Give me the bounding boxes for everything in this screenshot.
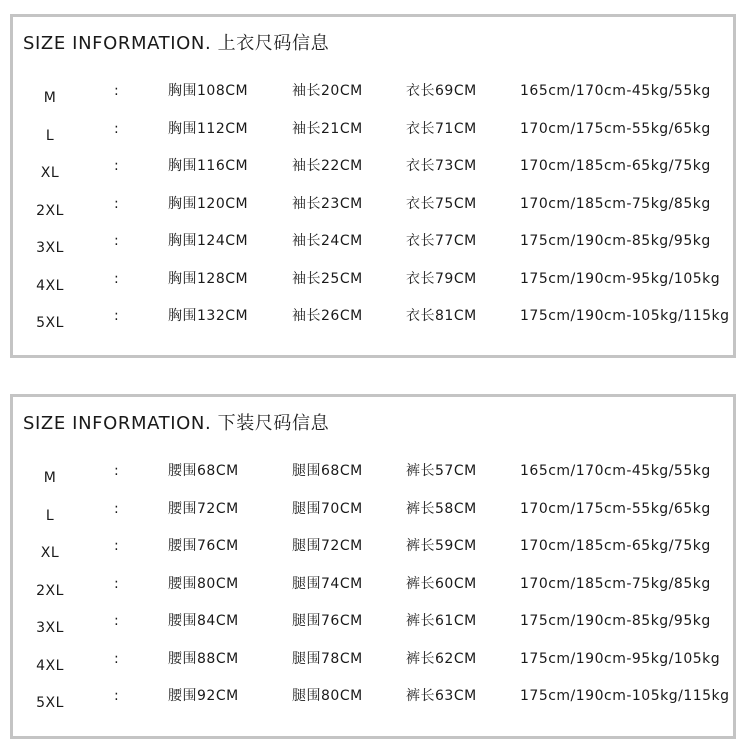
length-value: 衣长77CM bbox=[406, 233, 477, 249]
leg-value: 腿围74CM bbox=[292, 575, 363, 592]
waist-value: 腰围88CM bbox=[168, 650, 239, 667]
fit-range: 170cm/175cm-55kg/65kg bbox=[520, 500, 711, 517]
sleeve-value: 袖长24CM bbox=[292, 233, 363, 249]
chest-value: 胸围120CM bbox=[168, 195, 249, 212]
table-row: 2XL : 腰围80CM 腿围74CM 裤长60CM 170cm/185cm-75kg/85kg bbox=[36, 575, 711, 599]
fit-range: 170cm/185cm-75kg/85kg bbox=[520, 195, 711, 212]
chest-value: 胸围128CM bbox=[168, 270, 249, 287]
table-row: M : 腰围68CM 腿围68CM 裤长57CM 165cm/170cm-45kg/55kg bbox=[43, 463, 711, 486]
separator: : bbox=[114, 195, 120, 212]
top-size-panel bbox=[10, 14, 736, 358]
leg-value: 腿围78CM bbox=[292, 650, 363, 667]
leg-value: 腿围68CM bbox=[292, 463, 363, 479]
chest-value: 胸围112CM bbox=[168, 120, 249, 137]
table-row: M : 胸围108CM 袖长20CM 衣长69CM 165cm/170cm-45kg/55kg bbox=[43, 83, 711, 106]
table-row: L : 腰围72CM 腿围70CM 裤长58CM 170cm/175cm-55kg/65kg bbox=[45, 500, 711, 524]
fit-range: 170cm/185cm-65kg/75kg bbox=[520, 158, 711, 174]
separator: : bbox=[114, 650, 120, 667]
separator: : bbox=[114, 500, 120, 517]
pants-length-value: 裤长62CM bbox=[406, 650, 477, 667]
leg-value: 腿围70CM bbox=[292, 500, 363, 517]
separator: : bbox=[114, 575, 120, 592]
table-row: 3XL : 胸围124CM 袖长24CM 衣长77CM 175cm/190cm-85kg/95kg bbox=[36, 233, 711, 256]
size-table bbox=[13, 463, 733, 734]
fit-range: 175cm/190cm-85kg/95kg bbox=[520, 613, 711, 629]
chest-value: 胸围132CM bbox=[168, 308, 249, 324]
separator: : bbox=[114, 613, 120, 629]
length-value: 衣长73CM bbox=[406, 158, 477, 174]
sleeve-value: 袖长23CM bbox=[292, 195, 363, 212]
table-row: XL : 胸围116CM 袖长22CM 衣长73CM 170cm/185cm-65kg/75kg bbox=[40, 158, 711, 181]
fit-range: 175cm/190cm-85kg/95kg bbox=[520, 233, 711, 249]
separator: : bbox=[114, 270, 120, 287]
pants-length-value: 裤长58CM bbox=[406, 500, 477, 517]
leg-value: 腿围72CM bbox=[292, 538, 363, 554]
separator: : bbox=[114, 120, 120, 137]
table-row: 4XL : 腰围88CM 腿围78CM 裤长62CM 175cm/190cm-95kg/105kg bbox=[36, 650, 721, 674]
sleeve-value: 袖长20CM bbox=[292, 83, 363, 99]
fit-range: 175cm/190cm-95kg/105kg bbox=[520, 650, 721, 667]
pants-length-value: 裤长63CM bbox=[406, 688, 477, 704]
separator: : bbox=[114, 158, 120, 174]
length-value: 衣长71CM bbox=[406, 120, 477, 137]
fit-range: 175cm/190cm-105kg/115kg bbox=[520, 688, 730, 704]
table-row: 3XL : 腰围84CM 腿围76CM 裤长61CM 175cm/190cm-85kg/95kg bbox=[36, 613, 711, 636]
bottom-size-panel bbox=[10, 394, 736, 739]
pants-length-value: 裤长57CM bbox=[406, 463, 477, 479]
table-row: 5XL : 腰围92CM 腿围80CM 裤长63CM 175cm/190cm-105kg/115kg bbox=[36, 688, 730, 711]
waist-value: 腰围68CM bbox=[168, 463, 239, 479]
sleeve-value: 袖长25CM bbox=[292, 270, 363, 287]
panel-title: SIZE INFORMATION. 上衣尺码信息 bbox=[23, 33, 330, 54]
length-value: 衣长75CM bbox=[406, 195, 477, 212]
waist-value: 腰围84CM bbox=[168, 613, 239, 629]
pants-length-value: 裤长60CM bbox=[406, 575, 477, 592]
sleeve-value: 袖长21CM bbox=[292, 120, 363, 137]
pants-length-value: 裤长61CM bbox=[406, 613, 477, 629]
waist-value: 腰围80CM bbox=[168, 575, 239, 592]
table-row: L : 胸围112CM 袖长21CM 衣长71CM 170cm/175cm-55kg/65kg bbox=[45, 120, 711, 144]
pants-length-value: 裤长59CM bbox=[406, 538, 477, 554]
panel-title: SIZE INFORMATION. 下装尺码信息 bbox=[23, 413, 330, 434]
waist-value: 腰围76CM bbox=[168, 538, 239, 554]
sleeve-value: 袖长26CM bbox=[292, 308, 363, 324]
length-value: 衣长81CM bbox=[406, 308, 477, 324]
length-value: 衣长79CM bbox=[406, 270, 477, 287]
leg-value: 腿围80CM bbox=[292, 688, 363, 704]
separator: : bbox=[114, 538, 120, 554]
waist-value: 腰围92CM bbox=[168, 688, 239, 704]
table-row: XL : 腰围76CM 腿围72CM 裤长59CM 170cm/185cm-65kg/75kg bbox=[40, 538, 711, 561]
sleeve-value: 袖长22CM bbox=[292, 158, 363, 174]
leg-value: 腿围76CM bbox=[292, 613, 363, 629]
separator: : bbox=[114, 308, 120, 324]
chest-value: 胸围108CM bbox=[168, 83, 249, 99]
fit-range: 170cm/175cm-55kg/65kg bbox=[520, 120, 711, 137]
table-row: 4XL : 胸围128CM 袖长25CM 衣长79CM 175cm/190cm-95kg/105kg bbox=[36, 270, 721, 294]
size-table bbox=[13, 83, 733, 354]
waist-value: 腰围72CM bbox=[168, 500, 239, 517]
chest-value: 胸围116CM bbox=[168, 158, 249, 174]
fit-range: 175cm/190cm-105kg/115kg bbox=[520, 308, 730, 324]
separator: : bbox=[114, 463, 120, 479]
table-row: 2XL : 胸围120CM 袖长23CM 衣长75CM 170cm/185cm-75kg/85kg bbox=[36, 195, 711, 219]
chest-value: 胸围124CM bbox=[168, 233, 249, 249]
separator: : bbox=[114, 233, 120, 249]
fit-range: 165cm/170cm-45kg/55kg bbox=[520, 83, 711, 99]
length-value: 衣长69CM bbox=[406, 83, 477, 99]
fit-range: 170cm/185cm-75kg/85kg bbox=[520, 575, 711, 592]
separator: : bbox=[114, 83, 120, 99]
fit-range: 175cm/190cm-95kg/105kg bbox=[520, 270, 721, 287]
table-row: 5XL : 胸围132CM 袖长26CM 衣长81CM 175cm/190cm-105kg/115kg bbox=[36, 308, 730, 331]
fit-range: 165cm/170cm-45kg/55kg bbox=[520, 463, 711, 479]
separator: : bbox=[114, 688, 120, 704]
fit-range: 170cm/185cm-65kg/75kg bbox=[520, 538, 711, 554]
